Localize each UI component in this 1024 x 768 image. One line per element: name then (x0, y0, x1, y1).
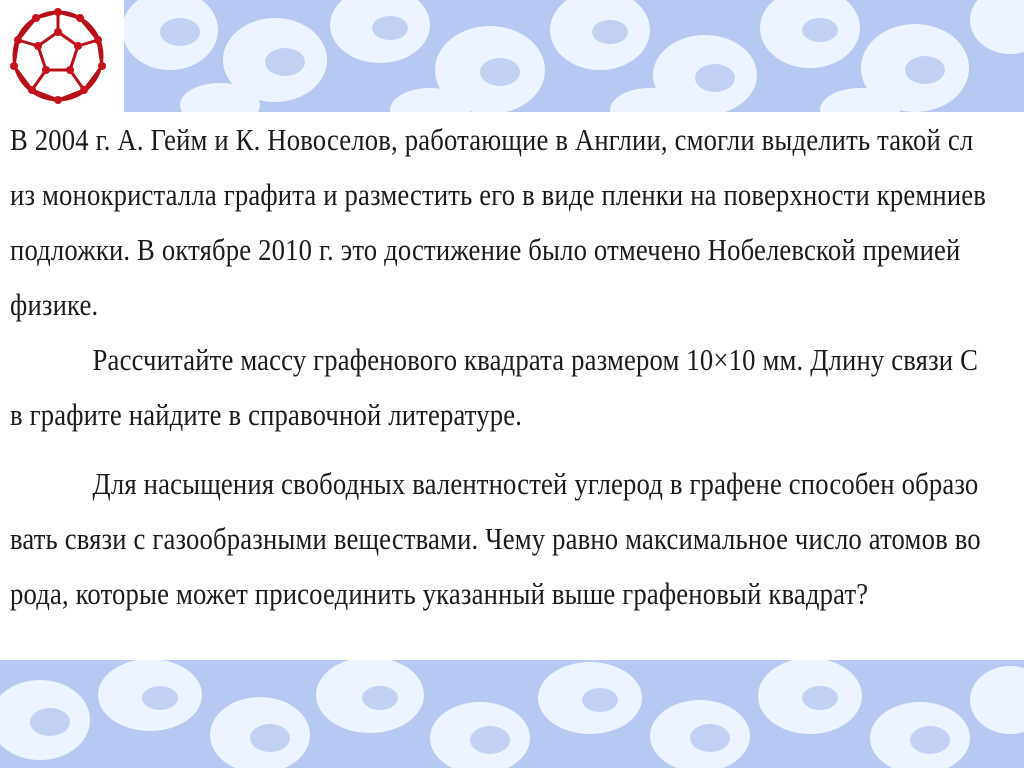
text-line: рода, которые может присоединить указанный выше графеновый квадрат? (10, 576, 869, 611)
header-background (0, 0, 1024, 112)
text-line: в графите найдите в справочной литературе. (10, 397, 523, 432)
text-line: физике. (10, 287, 99, 322)
text-line: Рассчитайте массу графенового квадрата размером 10×10 мм. Длину связи С (92, 342, 979, 377)
text-line: Для насыщения свободных валентностей углерод в графене способен образо (92, 466, 979, 501)
document-body (0, 112, 1024, 660)
paragraph-intro (10, 112, 987, 332)
fullerene-molecule-icon (0, 0, 124, 112)
footer-background (0, 660, 1024, 768)
text-line: из монокристалла графита и разместить его в виде пленки на поверхности кремниев (10, 177, 987, 212)
text-line: вать связи с газообразными веществами. Чему равно максимальное число атомов во (10, 521, 981, 556)
text-line: подложки. В октябре 2010 г. это достижение было отмечено Нобелевской премией (10, 232, 961, 267)
cell-pattern (0, 0, 1024, 112)
logo-box (0, 0, 124, 112)
paragraph-task-mass (10, 332, 979, 442)
cell-pattern (0, 660, 1024, 768)
text-line: В 2004 г. А. Гейм и К. Новоселов, работающие в Англии, смогли выделить такой сл (10, 122, 974, 157)
paragraph-task-hydrogen (10, 456, 981, 621)
